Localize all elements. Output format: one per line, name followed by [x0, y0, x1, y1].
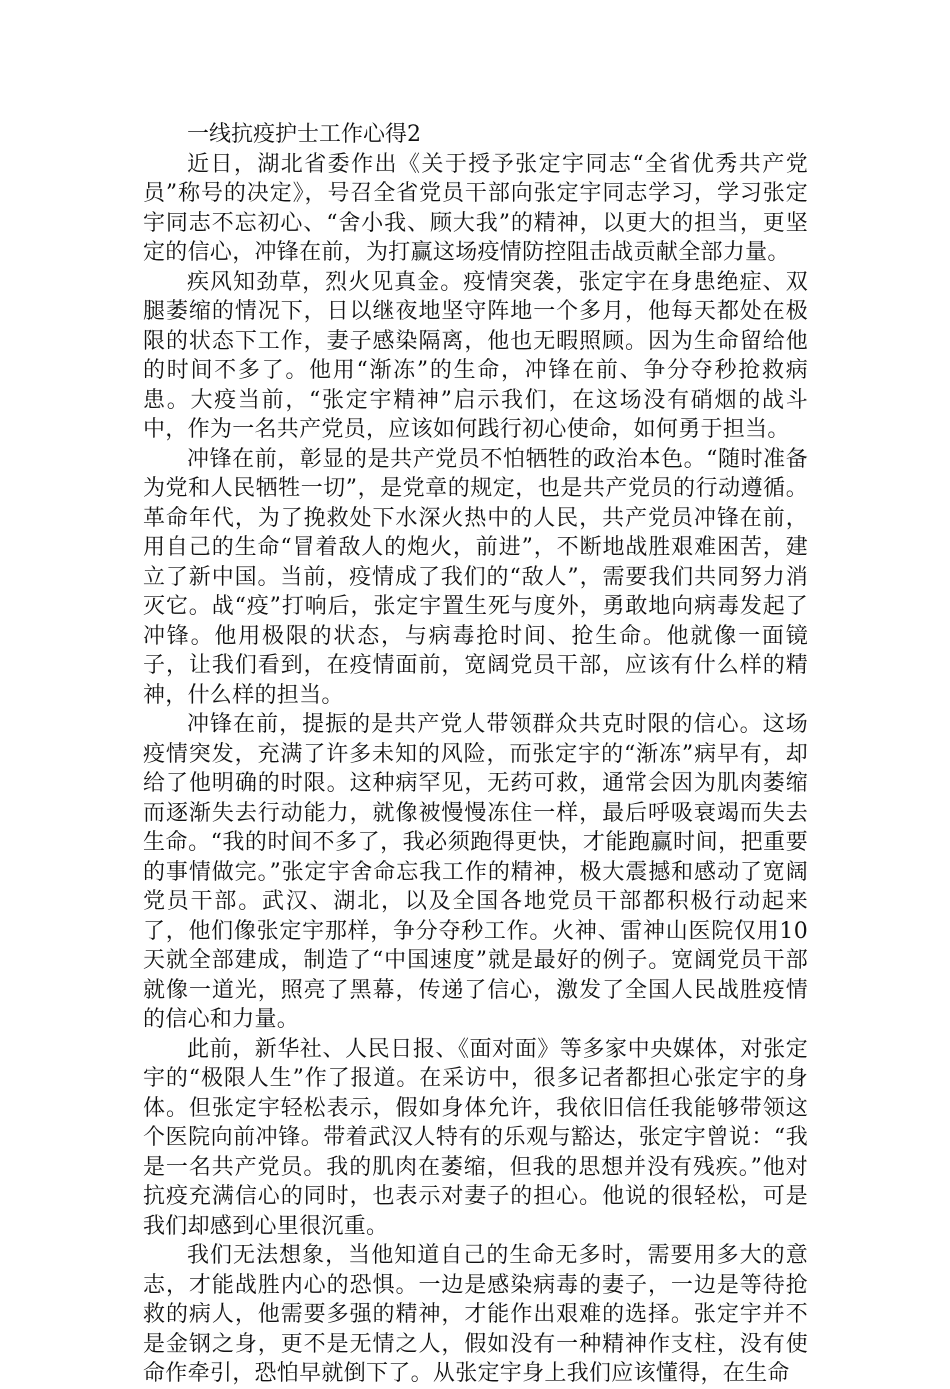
document-page	[143, 120, 808, 1389]
document-title: 一线抗疫护士工作心得2	[187, 122, 421, 147]
paragraph-3: 冲锋在前，彰显的是共产党员不怕牺牲的政治本色。“随时准备为党和人民牺牲一切”，是党章的规定，也是共产党员的行动遵循。革命年代，为了挽救处下水深火热中的人民，共产党员冲锋在前，用自己的生命“冒着敌人的炮火，前进”，不断地战胜艰难困苦，建立了新中国。当前，疫情成了我们的“敌人”，需要我们共同努力消灭它。战“疫”打响后，张定宇置生死与度外，勇敢地向病毒发起了冲锋。他用极限的状态，与病毒抢时间、抢生命。他就像一面镜子，让我们看到，在疫情面前，宽阔党员干部，应该有什么样的精神，什么样的担当。	[143, 446, 808, 708]
paragraph-6: 我们无法想象，当他知道自己的生命无多时，需要用多大的意志，才能战胜内心的恐惧。一边是感染病毒的妻子，一边是等待抢救的病人，他需要多强的精神，才能作出艰难的选择。张定宇并不是金钢之身，更不是无情之人，假如没有一种精神作支柱，没有使命作牵引，恐怕早就倒下了。从张定宇身上我们应该懂得，在生命	[143, 1243, 808, 1386]
paragraph-2: 疾风知劲草，烈火见真金。疫情突袭，张定宇在身患绝症、双腿萎缩的情况下，日以继夜地坚守阵地一个多月，他每天都处在极限的状态下工作，妻子感染隔离，他也无暇照顾。因为生命留给他的时间不多了。他用“渐冻”的生命，冲锋在前、争分夺秒抢救病患。大疫当前，“张定宇精神”启示我们，在这场没有硝烟的战斗中，作为一名共产党员，应该如何践行初心使命，如何勇于担当。	[143, 269, 808, 442]
paragraph-4: 冲锋在前，提振的是共产党人带领群众共克时限的信心。这场疫情突发，充满了许多未知的风险，而张定宇的“渐冻”病早有，却给了他明确的时限。这种病罕见，无药可救，通常会因为肌肉萎缩而逐渐失去行动能力，就像被慢慢冻住一样，最后呼吸衰竭而失去生命。“我的时间不多了，我必须跑得更快，才能跑赢时间，把重要的事情做完。”张定宇舍命忘我工作的精神，极大震撼和感动了宽阔党员干部。武汉、湖北，以及全国各地党员干部都积极行动起来了，他们像张定宇那样，争分夺秒工作。火神、雷神山医院仅用10天就全部建成，制造了“中国速度”就是最好的例子。宽阔党员干部就像一道光，照亮了黑幕，传递了信心，激发了全国人民战胜疫情的信心和力量。	[143, 712, 808, 1032]
paragraph-5: 此前，新华社、人民日报、《面对面》等多家中央媒体，对张定宇的“极限人生”作了报道。在采访中，很多记者都担心张定宇的身体。但张定宇轻松表示，假如身体允许，我依旧信任我能够带领这个医院向前冲锋。带着武汉人特有的乐观与豁达，张定宇曾说：“我是一名共产党员。我的肌肉在萎缩，但我的思想并没有残疾。”他对抗疫充满信心的同时，也表示对妻子的担心。他说的很轻松，可是我们却感到心里很沉重。	[143, 1036, 808, 1239]
paragraph-1: 近日，湖北省委作出《关于授予张定宇同志“全省优秀共产党员”称号的决定》，号召全省党员干部向张定宇同志学习，学习张定宇同志不忘初心、“舍小我、顾大我”的精神，以更大的担当，更坚定的信心，冲锋在前，为打赢这场疫情防控阻击战贡献全部力量。	[143, 151, 808, 265]
